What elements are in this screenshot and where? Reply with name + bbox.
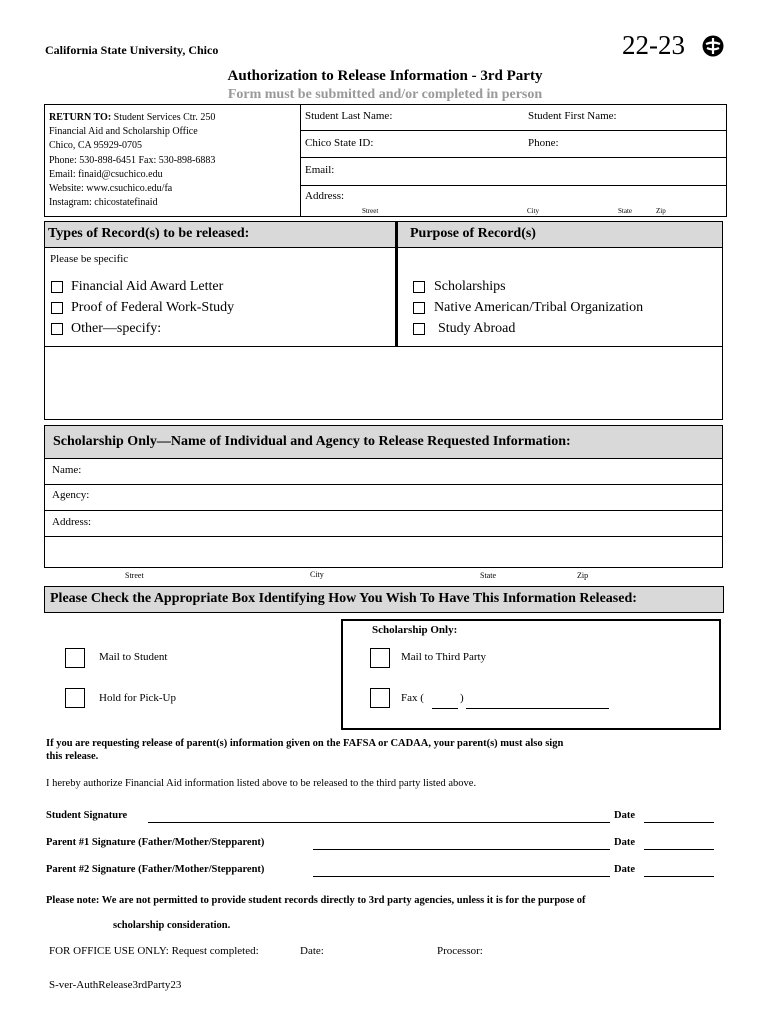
state-label: State	[480, 571, 496, 580]
phone-field[interactable]: Phone:	[528, 137, 559, 149]
mail-to-third-party-checkbox[interactable]	[370, 648, 390, 668]
office-date-label: Date:	[300, 945, 324, 957]
city-label: City	[527, 207, 540, 215]
financial-aid-award-checkbox[interactable]	[51, 281, 63, 293]
mail-to-third-party-label: Mail to Third Party	[401, 651, 487, 663]
parent2-signature-label: Parent #2 Signature (Father/Mother/Stepparent)	[46, 864, 265, 875]
student-signature-label: Student Signature	[46, 810, 128, 821]
last-name-field[interactable]: Student Last Name:	[305, 110, 393, 122]
university-seal-icon	[702, 35, 724, 57]
student-signature-line[interactable]	[148, 822, 610, 823]
city-label: City	[310, 570, 324, 579]
specify-textarea[interactable]	[45, 347, 722, 419]
first-name-field[interactable]: Student First Name:	[528, 110, 617, 122]
return-to-block: RETURN TO: Student Services Ctr. 250 Financial Aid and Scholarship Office Chico, CA 95929-0705 Phone: 530-898-6451 Fax: 530-898-6883 Email: finaid@csuchico.edu Website: www.csuchico.edu/fa Instagram: chicostatefinaid	[49, 112, 216, 209]
fax-checkbox[interactable]	[370, 688, 390, 708]
street-label: Street	[125, 571, 144, 580]
parent2-date-line[interactable]	[644, 876, 714, 877]
street-label: Street	[362, 207, 379, 215]
type-label: Financial Aid Award Letter	[71, 279, 224, 294]
hold-for-pickup-checkbox[interactable]	[65, 688, 85, 708]
release-header: Please Check the Appropriate Box Identifying How You Wish To Have This Information Released:	[50, 591, 637, 606]
study-abroad-checkbox[interactable]	[413, 323, 425, 335]
specific-note: Please be specific	[50, 253, 129, 265]
scholarships-checkbox[interactable]	[413, 281, 425, 293]
fax-area-code-field[interactable]	[432, 708, 458, 709]
scholarship-only-label: Scholarship Only:	[372, 624, 458, 636]
mail-to-student-label: Mail to Student	[99, 651, 168, 663]
scholarship-header: Scholarship Only—Name of Individual and Agency to Release Requested Information:	[53, 434, 571, 449]
type-label: Proof of Federal Work-Study	[71, 300, 235, 315]
parent1-date-line[interactable]	[644, 849, 714, 850]
university-name: California State University, Chico	[45, 43, 219, 57]
native-american-checkbox[interactable]	[413, 302, 425, 314]
form-subtitle: Form must be submitted and/or completed in person	[227, 87, 543, 102]
zip-label: Zip	[656, 207, 666, 215]
date-label: Date	[614, 810, 635, 821]
please-note: Please note: We are not permitted to provide student records directly to 3rd party agencies, unless it is for the purpose of	[46, 895, 586, 906]
parent1-signature-line[interactable]	[313, 849, 610, 850]
student-date-line[interactable]	[644, 822, 714, 823]
email-field[interactable]: Email:	[305, 164, 335, 176]
form-year: 22-23	[622, 30, 685, 60]
agency-field[interactable]: Agency:	[52, 489, 90, 501]
agency-name-field[interactable]: Name:	[52, 464, 82, 476]
work-study-checkbox[interactable]	[51, 302, 63, 314]
address-field[interactable]: Address:	[305, 190, 345, 202]
date-label: Date	[614, 864, 635, 875]
purpose-label: Native American/Tribal Organization	[434, 300, 644, 315]
parent2-signature-line[interactable]	[313, 876, 610, 877]
date-label: Date	[614, 837, 635, 848]
zip-label: Zip	[577, 571, 589, 580]
fax-label: Fax (	[401, 692, 424, 704]
hold-for-pickup-label: Hold for Pick-Up	[99, 692, 176, 704]
processor-label: Processor:	[437, 945, 483, 957]
form-title: Authorization to Release Information - 3rd Party	[227, 68, 543, 84]
student-id-field[interactable]: Chico State ID:	[305, 137, 374, 149]
fax-close-paren: )	[460, 692, 464, 704]
office-use-label: FOR OFFICE USE ONLY: Request completed:	[49, 945, 259, 957]
parent1-signature-label: Parent #1 Signature (Father/Mother/Stepparent)	[46, 837, 265, 848]
fax-number-field[interactable]	[466, 708, 609, 709]
purpose-header: Purpose of Record(s)	[410, 226, 536, 241]
agency-address-field[interactable]: Address:	[52, 516, 92, 528]
type-label: Other—specify:	[71, 321, 162, 336]
state-label: State	[618, 207, 632, 215]
mail-to-student-checkbox[interactable]	[65, 648, 85, 668]
form-id: S-ver-AuthRelease3rdParty23	[49, 979, 182, 991]
please-note-cont: scholarship consideration.	[113, 920, 231, 931]
purpose-label: Scholarships	[434, 279, 506, 294]
purpose-label: Study Abroad	[438, 321, 516, 336]
other-checkbox[interactable]	[51, 323, 63, 335]
parent-notice: If you are requesting release of parent(s) information given on the FAFSA or CADAA, your parent(s) must also sign this release.	[46, 738, 564, 762]
types-header: Types of Record(s) to be released:	[48, 226, 250, 241]
authorization-statement: I hereby authorize Financial Aid information listed above to be released to the third party listed above.	[46, 778, 477, 789]
